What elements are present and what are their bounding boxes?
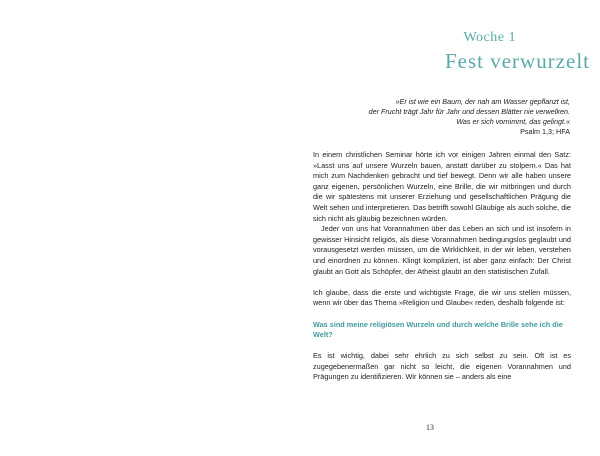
epigraph-quote xyxy=(315,97,570,137)
quote-line: »Er ist wie ein Baum, der nah am Wasser gepflanzt ist, xyxy=(395,97,570,106)
chapter-heading xyxy=(300,30,590,74)
page-number: 13 xyxy=(426,423,434,432)
week-label: Woche 1 xyxy=(463,30,516,45)
chapter-title: Fest verwurzelt xyxy=(444,49,590,73)
quote-line: der Frucht trägt Jahr für Jahr und dessen Blätter nie verwelken. xyxy=(368,107,570,116)
paragraph-3: Ich glaube, dass die erste und wichtigste Frage, die wir uns stellen müssen, wenn wir über das Thema »Religion und Glaube« reden, deshalb folgende ist: xyxy=(313,287,571,308)
quote-source: Psalm 1,3; HFA xyxy=(520,127,570,136)
paragraph-2: Jeder von uns hat Vorannahmen über das Leben an sich und ist insofern in gewisser Hinsicht religiös, als diese Vorannahmen bedingungslos geglaubt und vorausgesetzt werden müssen, um die Wirklichkeit, in der wir leben, verstehen und einordnen zu können. Klingt kompliziert, ist aber ganz einfach: Der Christ glaubt an Gott als Schöpfer, der Atheist glaubt an den statistischen Zufall. xyxy=(313,224,571,276)
highlighted-question: Was sind meine religiösen Wurzeln und durch welche Brille sehe ich die Welt? xyxy=(313,319,563,340)
paragraph-1: In einem christlichen Seminar hörte ich vor einigen Jahren einmal den Satz: »Lasst uns auf unsere Wurzeln bauen, anstatt darüber zu stolpern.« Das hat mich zum Nachdenken gebracht und tief bewegt. Denn wir alle haben unsere ganz eigenen, persönlichen Wurzeln, eine Brille, die wir mitbringen und durch die wir spätestens mit unserer Erziehung und gesellschaftlichen Prägung die Welt sehen und interpretieren. Das betrifft sowohl Gläubige als auch solche, die sich nicht als gläubig bezeichnen würden. xyxy=(313,150,571,223)
quote-line: Was er sich vornimmt, das gelingt.« xyxy=(456,117,570,126)
body-text xyxy=(313,150,571,383)
paragraph-4: Es ist wichtig, dabei sehr ehrlich zu sich selbst zu sein. Oft ist es zugegebenermaßen gar nicht so leicht, die eigenen Vorannahmen und Prägungen zu identifizieren. Wir können sie – anders als eine xyxy=(313,351,571,382)
